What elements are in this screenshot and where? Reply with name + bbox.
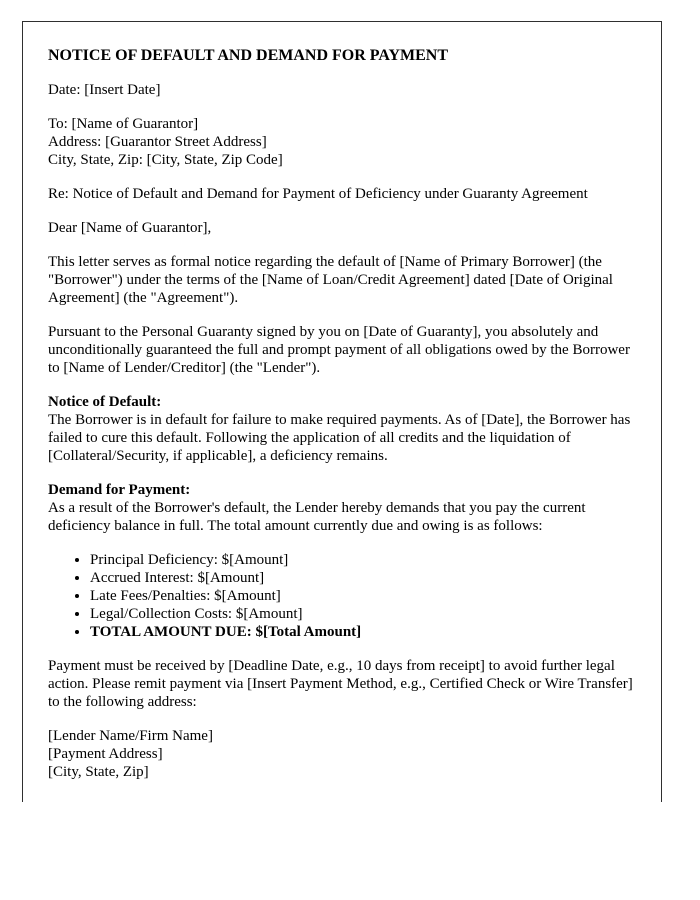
- amount-item-accrued-interest: • Accrued Interest: $[Amount]: [90, 569, 643, 587]
- demand-for-payment-section: [48, 481, 643, 535]
- notice-of-default-section: [48, 393, 643, 465]
- notice-of-default-heading: Notice of Default:: [48, 394, 162, 410]
- payment-instructions-paragraph: Payment must be received by [Deadline Date, e.g., 10 days from receipt] to avoid further legal action. Please remit payment via [Insert Payment Method, e.g., Certified Check or Wire Transfer] to the following address:: [48, 658, 633, 710]
- recipient-city-state-zip-line: City, State, Zip: [City, State, Zip Code]: [48, 152, 283, 168]
- re-line: Re: Notice of Default and Demand for Payment of Deficiency under Guaranty Agreement: [48, 186, 588, 202]
- guaranty-paragraph: Pursuant to the Personal Guaranty signed by you on [Date of Guaranty], you absolutely and unconditionally guaranteed the full and prompt payment of all obligations owed by the Borrower to [Name of Lender/Creditor] (the "Lender").: [48, 324, 630, 376]
- recipient-address-line: Address: [Guarantor Street Address]: [48, 134, 267, 150]
- payment-address-street-line: [Payment Address]: [48, 746, 163, 762]
- amounts-list: [48, 551, 643, 641]
- demand-for-payment-heading: Demand for Payment:: [48, 482, 191, 498]
- notice-of-default-body: The Borrower is in default for failure to make required payments. As of [Date], the Borrower has failed to cure this default. Following the application of all credits and the liquidation of [Collateral/Security, if applicable], a deficiency remains.: [48, 412, 631, 464]
- letter-title: NOTICE OF DEFAULT AND DEMAND FOR PAYMENT: [48, 47, 449, 64]
- amount-item-late-fees: • Late Fees/Penalties: $[Amount]: [90, 587, 643, 605]
- recipient-to-line: To: [Name of Guarantor]: [48, 116, 199, 132]
- amount-item-legal-costs: • Legal/Collection Costs: $[Amount]: [90, 605, 643, 623]
- date-line: Date: [Insert Date]: [48, 82, 161, 98]
- payment-address-city-line: [City, State, Zip]: [48, 764, 149, 780]
- intro-paragraph: This letter serves as formal notice regarding the default of [Name of Primary Borrower] (the "Borrower") under the terms of the [Name of Loan/Credit Agreement] dated [Date of Original Agreement] (the "Agreement").: [48, 254, 613, 306]
- salutation: Dear [Name of Guarantor],: [48, 220, 212, 236]
- amount-item-principal-deficiency: • Principal Deficiency: $[Amount]: [90, 551, 643, 569]
- letter-page: [22, 21, 662, 802]
- demand-for-payment-body: As a result of the Borrower's default, the Lender hereby demands that you pay the current deficiency balance in full. The total amount currently due and owing is as follows:: [48, 500, 586, 534]
- amount-item-total-due: • TOTAL AMOUNT DUE: $[Total Amount]: [90, 623, 643, 641]
- payment-address-block: [48, 727, 643, 781]
- letter-content: [23, 22, 661, 781]
- payment-address-name-line: [Lender Name/Firm Name]: [48, 728, 213, 744]
- recipient-block: [48, 115, 643, 169]
